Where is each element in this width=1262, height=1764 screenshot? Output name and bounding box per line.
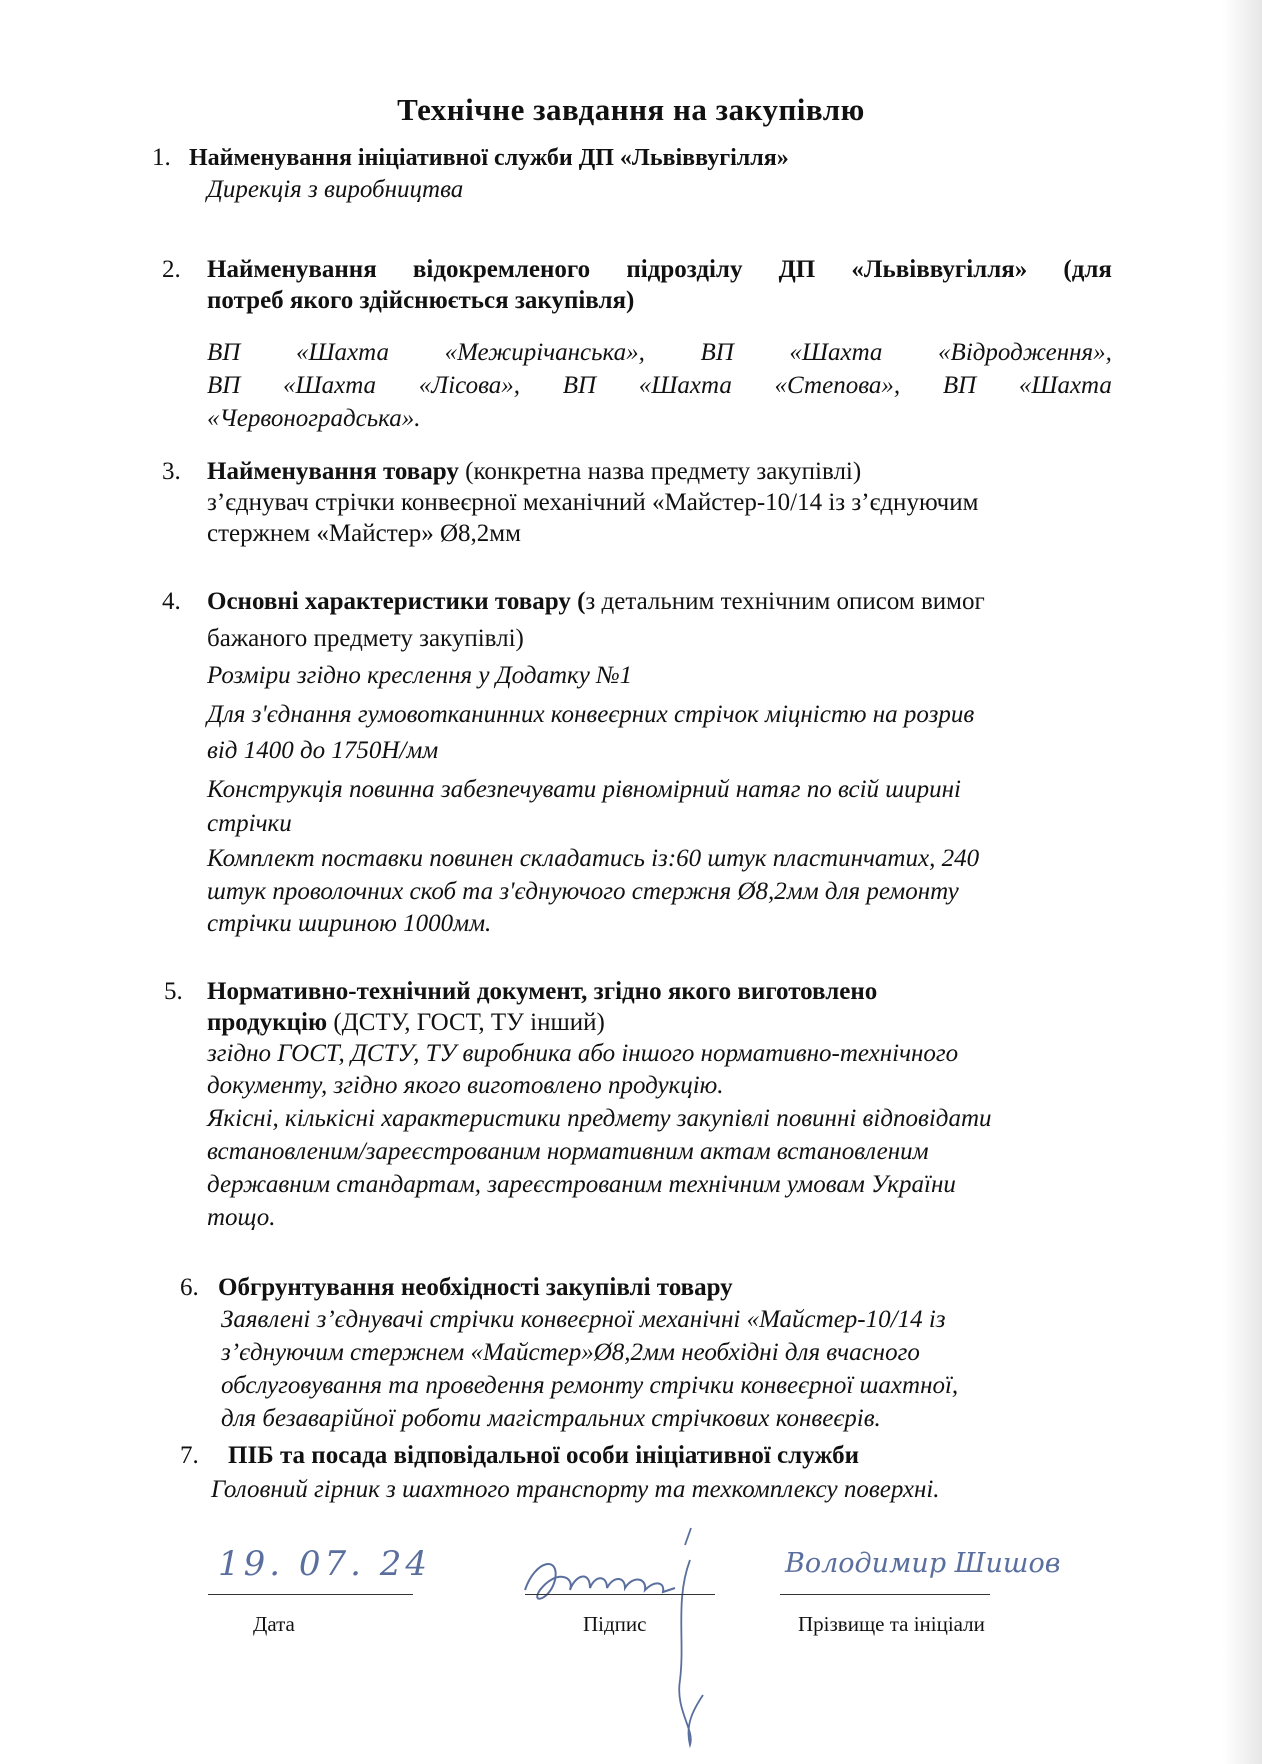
body-word: «Шахта xyxy=(283,372,377,399)
section-body-line: штук проволочних скоб та з'єднуючого стержня Ø8,2мм для ремонту xyxy=(207,878,959,905)
section-body-line-1: з’єднувач стрічки конвеєрної механічний «Майстер-10/14 із з’єднуючим xyxy=(207,489,979,516)
body-word: «Шахта xyxy=(295,339,389,366)
document-title: Технічне завдання на закупівлю xyxy=(397,92,865,127)
heading-word: Найменування xyxy=(207,256,377,283)
body-word: «Шахта xyxy=(1018,372,1112,399)
section-body-line: від 1400 до 1750Н/мм xyxy=(207,737,439,764)
section-number: 5. xyxy=(164,978,183,1005)
date-underline xyxy=(208,1594,413,1595)
section-heading-line-2 xyxy=(207,1008,605,1038)
heading-rest: (ДСТУ, ГОСТ, ТУ інший) xyxy=(327,1009,605,1036)
section-body-line: обслуговування та проведення ремонту стрічки конвеєрної шахтної, xyxy=(221,1372,959,1399)
section-body-line: стрічки шириною 1000мм. xyxy=(207,910,492,937)
section-heading-line-1 xyxy=(207,255,1112,285)
handwritten-name: Володимир Шишов xyxy=(785,1548,1061,1579)
section-heading: Найменування ініціативної служби ДП «Львіввугілля» xyxy=(189,145,789,171)
section-heading: Обгрунтування необхідності закупівлі товару xyxy=(218,1274,733,1301)
body-word: «Межирічанська», xyxy=(444,339,645,366)
heading-word: відокремленого xyxy=(412,256,591,283)
section-body-line-3: «Червоноградська». xyxy=(207,405,421,432)
section-body-line: Конструкція повинна забезпечувати рівномірний натяг по всій ширині xyxy=(207,776,961,803)
name-label: Прізвище та ініціали xyxy=(798,1612,985,1636)
section-body-line: стрічки xyxy=(207,810,292,837)
section-body: Головний гірник з шахтного транспорту та техкомплексу поверхні. xyxy=(211,1476,940,1503)
section-heading: ПІБ та посада відповідальної особи ініціативної служби xyxy=(228,1442,860,1469)
section-body-line-4: встановленим/зареєстрованим нормативним актам встановленим xyxy=(207,1138,929,1165)
section-body-line: Для з'єднання гумовотканинних конвеєрних стрічок міцністю на розрив xyxy=(207,701,975,728)
section-number: 4. xyxy=(162,588,181,615)
section-body-line-6: тощо. xyxy=(207,1204,276,1231)
body-word: ВП xyxy=(942,372,977,399)
section-heading xyxy=(207,457,861,487)
section-number: 2. xyxy=(162,256,181,283)
section-body-line-3: Якісні, кількісні характеристики предмету закупівлі повинні відповідати xyxy=(207,1105,992,1132)
handwritten-date: 19. 07. 24 xyxy=(218,1544,432,1584)
section-body-line-1: згідно ГОСТ, ДСТУ, ТУ виробника або іншого нормативно-технічного xyxy=(207,1040,959,1067)
body-word: «Степова», xyxy=(774,372,901,399)
heading-bold: продукцію xyxy=(207,1009,328,1036)
section-body-line-2 xyxy=(207,371,1112,401)
section-body-line: для безаварійної роботи магістральних стрічкових конвеєрів. xyxy=(221,1405,881,1432)
name-underline xyxy=(780,1594,990,1595)
section-number: 7. xyxy=(180,1442,199,1469)
section-body-line-1 xyxy=(207,338,1112,368)
section-body-line-5: державним стандартам, зареєстрованим технічним умовам України xyxy=(207,1171,956,1198)
body-word: «Лісова», xyxy=(418,372,521,399)
section-body: Дирекція з виробництва xyxy=(207,176,464,203)
heading-word: (для xyxy=(1063,256,1112,283)
date-label: Дата xyxy=(253,1612,295,1636)
section-heading-line-2: потреб якого здійснюється закупівля) xyxy=(207,287,635,314)
section-body-line-2: стержнем «Майстер» Ø8,2мм xyxy=(207,520,521,547)
section-body-line: Розміри згідно креслення у Додатку №1 xyxy=(207,662,633,689)
body-word: ВП xyxy=(207,339,241,366)
section-heading-line-2: бажаного предмету закупівлі) xyxy=(207,625,524,652)
signature-mark xyxy=(515,1520,735,1760)
section-heading-line-1: Нормативно-технічний документ, згідно якого виготовлено xyxy=(207,978,878,1005)
body-word: ВП xyxy=(700,339,734,366)
heading-bold: Основні характеристики товару ( xyxy=(207,588,586,615)
section-body-line-2: документу, згідно якого виготовлено продукцію. xyxy=(207,1072,724,1099)
body-word: «Шахта xyxy=(789,339,883,366)
body-word: «Відродження», xyxy=(938,339,1112,366)
section-heading xyxy=(207,587,985,617)
body-word: «Шахта xyxy=(638,372,732,399)
heading-rest: (конкретна назва предмету закупівлі) xyxy=(458,458,862,485)
section-number: 3. xyxy=(162,458,181,485)
section-body-line: Заявлені з’єднувачі стрічки конвеєрної механічні «Майстер-10/14 із xyxy=(221,1306,946,1333)
section-number: 1. xyxy=(152,144,171,171)
section-number: 6. xyxy=(180,1274,199,1301)
heading-rest: з детальним технічним описом вимог xyxy=(585,588,985,615)
body-word: ВП xyxy=(207,372,241,399)
body-word: ВП xyxy=(562,372,597,399)
heading-word: підрозділу xyxy=(626,256,743,283)
heading-bold: Найменування товару xyxy=(207,458,459,485)
section-body-line: з’єднуючим стержнем «Майстер»Ø8,2мм необхідні для вчасного xyxy=(221,1339,920,1366)
heading-word: ДП xyxy=(778,256,816,283)
heading-word: «Львіввугілля» xyxy=(851,256,1028,283)
signature-label: Підпис xyxy=(583,1612,647,1636)
signature-underline xyxy=(525,1594,715,1595)
section-body-line: Комплект поставки повинен складатись із:60 штук пластинчатих, 240 xyxy=(207,845,980,872)
